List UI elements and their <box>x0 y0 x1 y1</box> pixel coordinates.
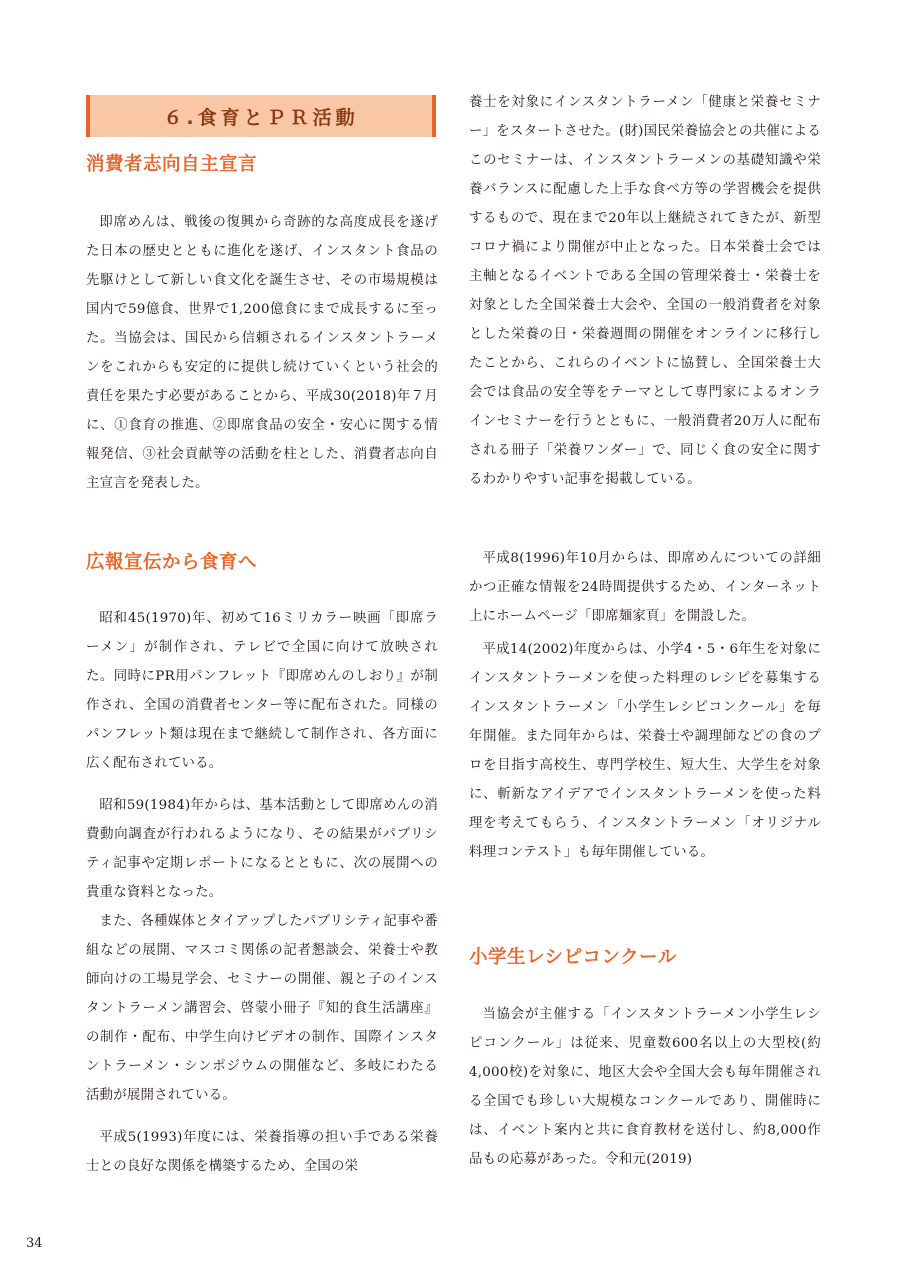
paragraph: 当協会が主催する「インスタントラーメン小学生レシピコンクール」は従来、児童数600名以上の大型校(約4,000校)を対象に、地区大会や全国大会も毎年開催される全国でも珍しい大規模なコンクールであり、開催時には、イベント案内と共に食育教材を送付し、約8,000作品もの応募があった。令和元(2019) <box>469 1007 821 1167</box>
paragraph: 平成14(2002)年度からは、小学4・5・6年生を対象にインスタントラーメンを使った料理のレシピを募集するインスタントラーメン「小学生レシピコンクール」を毎年開催。また同年からは、栄養士や調理師などの食のプロを目指す高校生、専門学校生、短大生、大学生を対象に、斬新なアイデアでインスタントラーメンを使った料理を考えてもらう、インスタントラーメン「オリジナル料理コンテスト」も毎年開催している。 <box>469 642 821 860</box>
paragraph: また、各種媒体とタイアップしたパブリシティ記事や番組などの展開、マスコミ関係の記者懇談会、栄養士や教師向けの工場見学会、セミナーの開催、親と子のインスタントラーメン講習会、啓蒙小冊子『知的食生活講座』の制作・配布、中学生向けビデオの制作、国際インスタントラーメン・シンポジウムの開催など、多岐にわたる活動が展開されている。 <box>86 914 438 1103</box>
paragraph: 養士を対象にインスタントラーメン「健康と栄養セミナー」をスタートさせた。(財)国民栄養協会との共催によるこのセミナーは、インスタントラーメンの基礎知識や栄養バランスに配慮した上手な食べ方等の学習機会を提供するもので、現在まで20年以上継続されてきたが、新型コロナ禍により開催が中止となった。日本栄養士会では主軸となるイベントである全国の管理栄養士・栄養士を対象とした全国栄養士大会や、全国の一般消費者を対象とした栄養の日・栄養週間の開催をオンラインに移行したことから、これらのイベントに協賛し、全国栄養士大会では食品の安全等をテーマとして専門家によるオンラインセミナーを行うとともに、一般消費者20万人に配布される冊子「栄養ワンダー」で、同じく食の安全に関するわかりやすい記事を掲載している。 <box>469 95 821 487</box>
heading-consumer-declaration: 消費者志向自主宣言 <box>86 154 258 175</box>
section-title-banner <box>86 95 436 137</box>
paragraph: 平成8(1996)年10月からは、即席めんについての詳細かつ正確な情報を24時間提供するため、インターネット上にホームページ「即席麺家頁」を開設した。 <box>469 551 821 624</box>
paragraph: 昭和59(1984)年からは、基本活動として即席めんの消費動向調査が行われるようになり、その結果がパブリシティ記事や定期レポートになるとともに、次の展開への貴重な資料となった。 <box>86 798 438 900</box>
heading-recipe-contest: 小学生レシピコンクール <box>469 947 677 968</box>
paragraph: 昭和45(1970)年、初めて16ミリカラー映画「即席ラーメン」が制作され、テレビで全国に向けて放映された。同時にPR用パンフレット『即席めんのしおり』が制作され、全国の消費者センター等に配布された。同様のパンフレット類は現在まで継続して制作され、各方面に広く配布されている。 <box>86 611 438 771</box>
page-number: 34 <box>26 1236 43 1251</box>
paragraph: 即席めんは、戦後の復興から奇跡的な高度成長を遂げた日本の歴史とともに進化を遂げ、インスタント食品の先駆けとして新しい食文化を誕生させ、その市場規模は国内で59億食、世界で1,200億食にまで成長するに至った。当協会は、国民から信頼されるインスタントラーメンをこれからも安定的に提供し続けていくという社会的責任を果たす必要があることから、平成30(2018)年７月に、①食育の推進、②即席食品の安全・安心に関する情報発信、③社会貢献等の活動を柱とした、消費者志向自主宣言を発表した。 <box>86 215 438 491</box>
heading-pr-to-food-education: 広報宣伝から食育へ <box>86 552 258 573</box>
paragraph: 平成5(1993)年度には、栄養指導の担い手である栄養士との良好な関係を構築するため、全国の栄 <box>86 1130 438 1174</box>
section-title: ６.食育とＰＲ活動 <box>163 106 359 129</box>
